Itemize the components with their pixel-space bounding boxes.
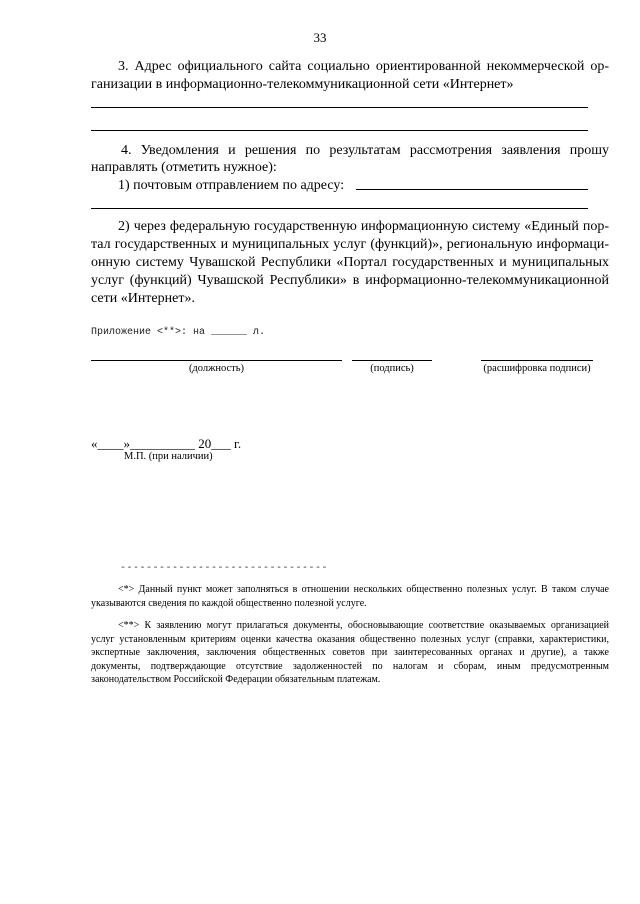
website-input-line-2[interactable] <box>91 130 588 131</box>
footnote-2: <**> К заявлению могут прилагаться документы, обосновывающие соответствие оказываемых организацией услуг установленным критериям оценки качества оказания общественно полезных услуг (справки, характеристики, экспертные заключения, заключения общественных советов при заинтересованных органах и другие), а также документы, подтверждающие отсутствие задолженностей по налогам и сборам, иным предусмотренным законодательством Российской Федерации обязательным платежам. <box>91 620 609 685</box>
item3-text1: Адрес официального сайта социально ориентированной некоммерческой ор- <box>134 59 610 74</box>
item3-line2: ганизации в информационно-телекоммуникационной сети «Интернет» <box>91 77 514 92</box>
position-caption: (должность) <box>188 363 245 374</box>
item4-option2-line1: 2) через федеральную государственную информационную систему «Единый пор- <box>118 219 609 234</box>
address-input-line-1[interactable] <box>356 189 588 190</box>
stamp-caption: М.П. (при наличии) <box>124 451 213 462</box>
item4-option2-line3: онную систему Чувашской Республики «Портал государственных и муниципальных <box>91 255 609 270</box>
address-input-line-2[interactable] <box>91 208 588 209</box>
item4-number: 4. <box>121 143 132 158</box>
item4-option1: 1) почтовым отправлением по адресу: <box>118 178 345 193</box>
page-number: 33 <box>313 30 327 45</box>
decryption-caption: (расшифровка подписи) <box>483 363 591 374</box>
signature-line[interactable] <box>352 360 432 361</box>
item4-text1: Уведомления и решения по результатам рассмотрения заявления прошу <box>140 143 609 158</box>
footnote-1: <*> Данный пункт может заполняться в отношении нескольких общественно полезных услуг. В таком случае указываются сведения по каждой общественно полезной услуге. <box>91 584 609 609</box>
signature-caption: (подпись) <box>370 363 414 374</box>
attachment-line: Приложение <**>: на ______ л. <box>91 327 266 338</box>
item4-option2-line5: сети «Интернет». <box>91 291 195 306</box>
footnote-separator: -------------------------------- <box>120 563 329 574</box>
item4-option2-line2: тал государственных и муниципальных услуг (функций)», региональную информаци- <box>91 237 609 252</box>
decryption-line[interactable] <box>481 360 593 361</box>
position-line[interactable] <box>91 360 342 361</box>
item4-option2-line4: услуг (функций) Чувашской Республики» в информационно-телекоммуникационной <box>91 273 609 288</box>
item3-number: 3. <box>118 59 129 74</box>
website-input-line-1[interactable] <box>91 107 588 108</box>
item4-line1 <box>91 142 609 159</box>
item4-line2: направлять (отметить нужное): <box>91 160 277 175</box>
date-line: «____»__________ 20___ г. <box>91 436 242 451</box>
item3-line1 <box>91 58 609 75</box>
